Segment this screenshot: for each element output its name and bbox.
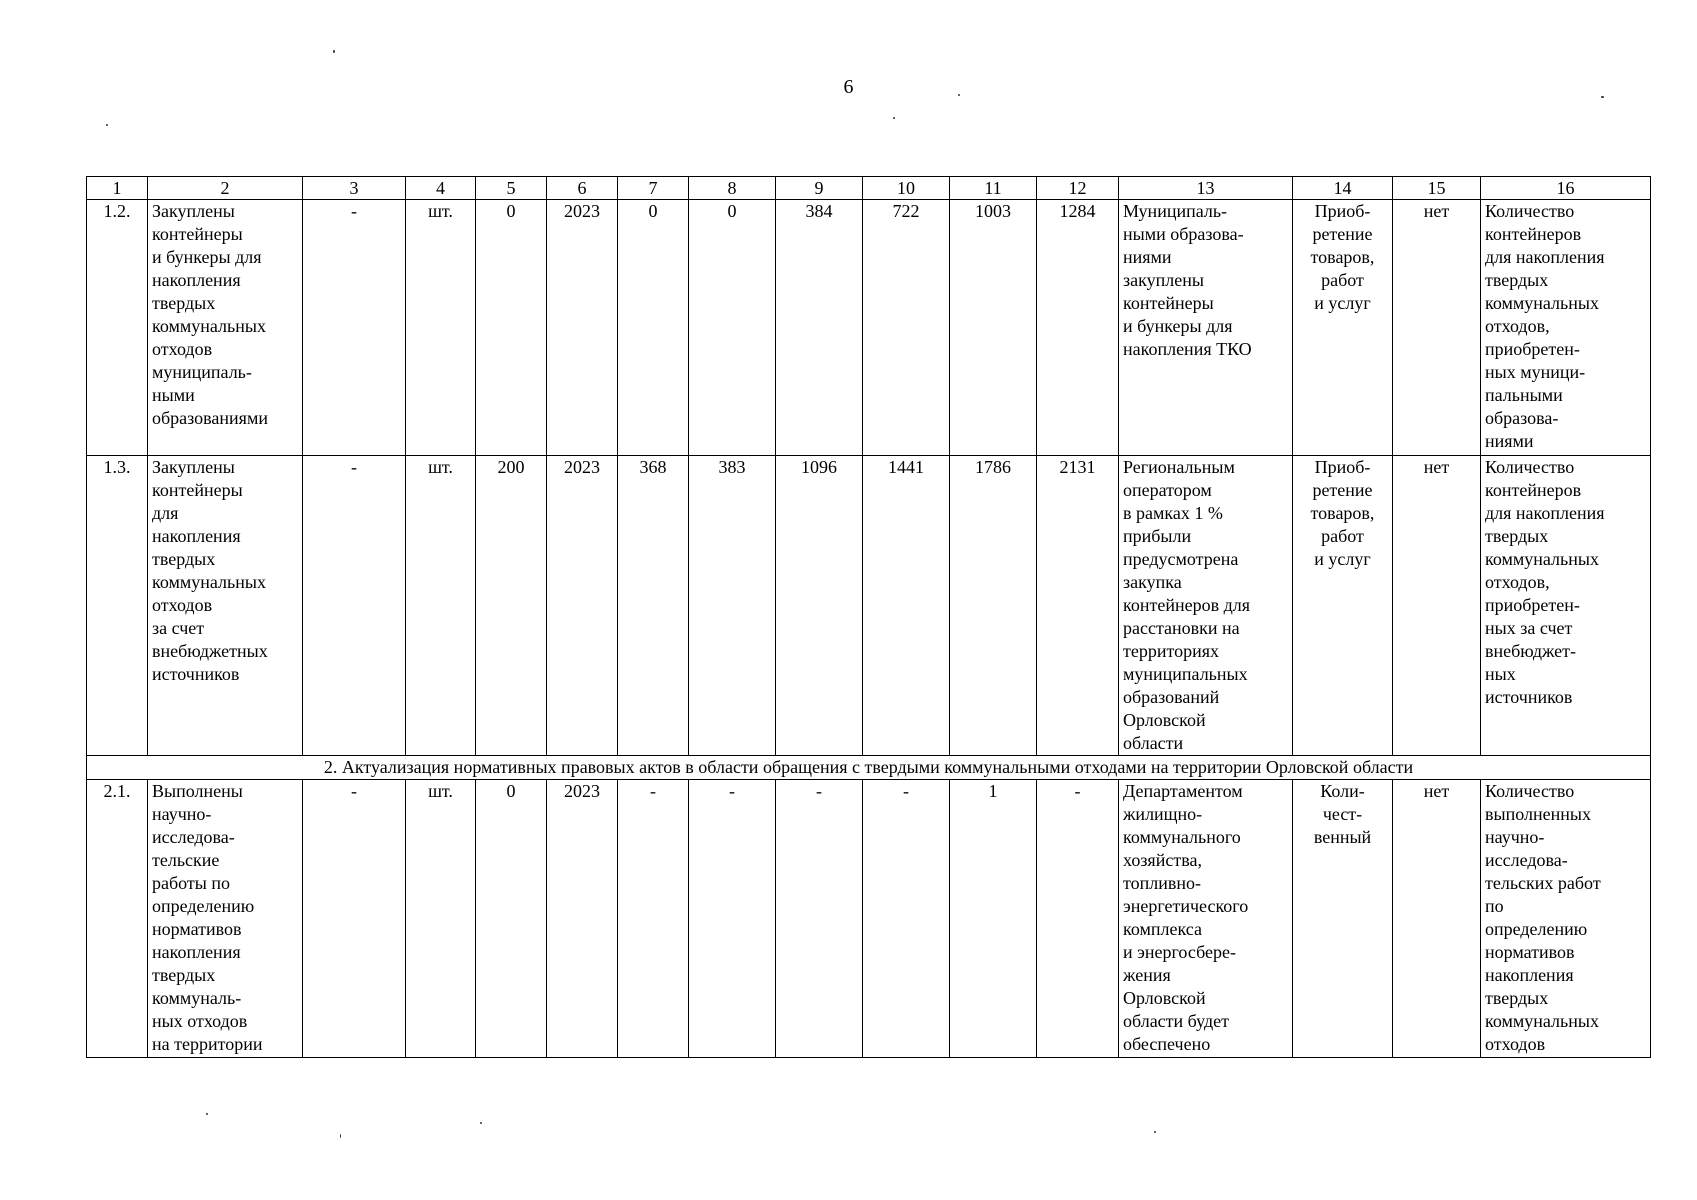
column-number-row [87,177,1651,200]
responsible-cell-line: в рамках 1 % [1123,503,1223,523]
scan-speck [106,124,108,126]
description-cell-line: для накопления [1485,247,1605,267]
type-cell-line: Приоб- [1314,201,1371,221]
description-cell-line: отходов [1485,1034,1546,1054]
base-value: 0 [476,200,547,456]
value-col7: 0 [618,200,689,456]
column-header: 13 [1119,177,1293,200]
description-cell-line: твердых [1485,526,1549,546]
column-header: 2 [148,177,303,200]
indicator-name-line: для [152,503,179,523]
row-number: 1.3. [87,456,148,756]
description-cell-line: ных [1485,664,1516,684]
type-cell-line: работ [1321,526,1364,546]
value-col11: 1 [950,780,1037,1058]
description-cell [1481,456,1651,756]
responsible-cell-line: обеспечено [1123,1034,1211,1054]
type-cell-line: и услуг [1314,293,1371,313]
type-cell [1293,200,1393,456]
cell-col3: - [303,456,406,756]
indicator-name-line: твердых [152,965,216,985]
responsible-cell-line: Орловской [1123,710,1206,730]
indicator-name-line: накопления [152,942,241,962]
description-cell-line: тельских работ [1485,873,1601,893]
type-cell-line: и услуг [1314,549,1371,569]
indicator-name-line: твердых [152,293,216,313]
value-col9: 384 [776,200,863,456]
column-header: 6 [547,177,618,200]
page-number: 6 [843,76,854,98]
responsible-cell-line: ниями [1123,247,1172,267]
indicator-name-line: и бункеры для [152,247,262,267]
indicator-name-line: Закуплены [152,201,235,221]
indicator-name-line: твердых [152,549,216,569]
value-col10: 722 [863,200,950,456]
value-col10: 1441 [863,456,950,756]
column-header: 15 [1393,177,1481,200]
value-col8: - [689,780,776,1058]
scan-speck [340,1134,341,1138]
responsible-cell-line: комплекса [1123,919,1202,939]
flag-cell: нет [1393,200,1481,456]
scan-speck [333,50,335,53]
indicator-name [148,780,303,1058]
description-cell-line: нормативов [1485,942,1575,962]
base-year: 2023 [547,200,618,456]
column-header: 5 [476,177,547,200]
indicator-name-line: коммунальных [152,572,266,592]
column-header: 11 [950,177,1037,200]
indicator-name-line: коммунальных [152,316,266,336]
type-cell-line: работ [1321,270,1364,290]
column-header: 3 [303,177,406,200]
responsible-cell-line: ными образова- [1123,224,1244,244]
responsible-cell-line: муниципальных [1123,664,1248,684]
responsible-cell-line: коммунального [1123,827,1241,847]
indicator-name-line: накопления [152,526,241,546]
scan-speck [958,94,960,96]
responsible-cell-line: Департаментом [1123,781,1243,801]
description-cell-line: научно- [1485,827,1545,847]
base-year: 2023 [547,780,618,1058]
type-cell-line: товаров, [1310,247,1375,267]
section-title: 2. Актуализация нормативных правовых актов в области обращения с твердыми коммунальными отходами на территории Орловской области [87,756,1651,780]
responsible-cell-line: контейнеры [1123,293,1214,313]
responsible-cell-line: жения [1123,965,1171,985]
responsible-cell-line: оператором [1123,480,1212,500]
scan-speck [480,1122,482,1124]
column-header: 7 [618,177,689,200]
type-cell-line: Приоб- [1314,457,1371,477]
indicator-name-line: исследова- [152,827,235,847]
indicator-name-line: источников [152,664,240,684]
scan-speck [1601,96,1604,98]
section-row [87,756,1651,780]
scan-speck [1154,1131,1156,1133]
type-cell [1293,456,1393,756]
row-number: 2.1. [87,780,148,1058]
indicator-name-line: образованиями [152,408,268,428]
indicator-name-line: научно- [152,804,212,824]
table-row [87,780,1651,1058]
indicator-name [148,200,303,456]
responsible-cell-line: контейнеров для [1123,595,1250,615]
indicator-name-line: контейнеры [152,224,243,244]
description-cell-line: внебюджет- [1485,641,1577,661]
responsible-cell [1119,200,1293,456]
unit-cell: шт. [406,780,476,1058]
description-cell-line: пальными [1485,385,1563,405]
description-cell [1481,200,1651,456]
type-cell-line: чест- [1322,804,1363,824]
column-header: 9 [776,177,863,200]
indicator-name-line: коммуналь- [152,988,242,1008]
description-cell-line: приобретен- [1485,339,1580,359]
responsible-cell-line: расстановки на [1123,618,1240,638]
column-header: 4 [406,177,476,200]
value-col12: - [1037,780,1119,1058]
responsible-cell-line: закуплены [1123,270,1204,290]
responsible-cell-line: и энергосбере- [1123,942,1236,962]
description-cell-line: Количество [1485,457,1575,477]
type-cell-line: венный [1313,827,1372,847]
scan-speck [206,1113,208,1115]
type-cell-line: Коли- [1320,781,1365,801]
responsible-cell-line: области [1123,733,1184,753]
value-col11: 1786 [950,456,1037,756]
type-cell-line: товаров, [1310,503,1375,523]
column-header: 12 [1037,177,1119,200]
indicator-name-line: контейнеры [152,480,243,500]
indicator-name-line: ными [152,385,195,405]
value-col8: 0 [689,200,776,456]
description-cell-line: коммунальных [1485,549,1599,569]
row-number: 1.2. [87,200,148,456]
base-value: 0 [476,780,547,1058]
base-year: 2023 [547,456,618,756]
indicator-name-line: Закуплены [152,457,235,477]
description-cell-line: приобретен- [1485,595,1580,615]
table-row [87,456,1651,756]
cell-col3: - [303,780,406,1058]
responsible-cell-line: накопления ТКО [1123,339,1252,359]
responsible-cell-line: и бункеры для [1123,316,1233,336]
value-col12: 2131 [1037,456,1119,756]
description-cell-line: накопления [1485,965,1574,985]
unit-cell: шт. [406,200,476,456]
indicator-name-line: отходов [152,595,213,615]
type-cell-line: ретение [1312,480,1373,500]
indicator-name-line: работы по [152,873,231,893]
indicator-name-line: нормативов [152,919,242,939]
column-header: 14 [1293,177,1393,200]
cell-col3: - [303,200,406,456]
responsible-cell-line: территориях [1123,641,1220,661]
column-header: 8 [689,177,776,200]
value-col10: - [863,780,950,1058]
responsible-cell [1119,780,1293,1058]
responsible-cell-line: Региональным [1123,457,1235,477]
responsible-cell-line: хозяйства, [1123,850,1202,870]
description-cell-line: образова- [1485,408,1559,428]
description-cell-line: контейнеров [1485,480,1582,500]
indicator-name-line: накопления [152,270,241,290]
responsible-cell-line: закупка [1123,572,1182,592]
value-col9: 1096 [776,456,863,756]
responsible-cell-line: Орловской [1123,988,1206,1008]
indicator-name [148,456,303,756]
value-col12: 1284 [1037,200,1119,456]
description-cell [1481,780,1651,1058]
value-col11: 1003 [950,200,1037,456]
base-value: 200 [476,456,547,756]
type-cell-line: ретение [1312,224,1373,244]
description-cell-line: источников [1485,687,1573,707]
description-cell-line: отходов, [1485,316,1550,336]
description-cell-line: отходов, [1485,572,1550,592]
description-cell-line: коммунальных [1485,293,1599,313]
indicator-name-line: ных отходов [152,1011,248,1031]
description-cell-line: выполненных [1485,804,1591,824]
indicator-name-line: тельские [152,850,220,870]
value-col8: 383 [689,456,776,756]
description-cell-line: ниями [1485,431,1534,451]
description-cell-line: ных за счет [1485,618,1573,638]
type-cell [1293,780,1393,1058]
value-col7: - [618,780,689,1058]
description-cell-line: исследова- [1485,850,1568,870]
description-cell-line: твердых [1485,988,1549,1008]
description-cell-line: по [1485,896,1504,916]
indicator-name-line: определению [152,896,255,916]
column-header: 16 [1481,177,1651,200]
responsible-cell [1119,456,1293,756]
responsible-cell-line: топливно- [1123,873,1202,893]
table-row [87,200,1651,456]
indicators-table [86,176,1651,1058]
value-col7: 368 [618,456,689,756]
description-cell-line: твердых [1485,270,1549,290]
responsible-cell-line: жилищно- [1123,804,1203,824]
column-header: 1 [87,177,148,200]
column-header: 10 [863,177,950,200]
description-cell-line: контейнеров [1485,224,1582,244]
indicator-name-line: Выполнены [152,781,243,801]
responsible-cell-line: Муниципаль- [1123,201,1228,221]
responsible-cell-line: энергетического [1123,896,1249,916]
indicator-name-line: муниципаль- [152,362,252,382]
value-col9: - [776,780,863,1058]
flag-cell: нет [1393,456,1481,756]
responsible-cell-line: образований [1123,687,1220,707]
description-cell-line: Количество [1485,201,1575,221]
unit-cell: шт. [406,456,476,756]
indicator-name-line: на территории [152,1034,263,1054]
description-cell-line: ных муници- [1485,362,1586,382]
responsible-cell-line: прибыли [1123,526,1192,546]
responsible-cell-line: области будет [1123,1011,1230,1031]
indicator-name-line: внебюджетных [152,641,268,661]
indicator-name-line: за счет [152,618,205,638]
indicator-name-line: отходов [152,339,213,359]
scan-speck [893,117,895,119]
responsible-cell-line: предусмотрена [1123,549,1239,569]
description-cell-line: Количество [1485,781,1575,801]
description-cell-line: определению [1485,919,1588,939]
description-cell-line: для накопления [1485,503,1605,523]
description-cell-line: коммунальных [1485,1011,1599,1031]
flag-cell: нет [1393,780,1481,1058]
